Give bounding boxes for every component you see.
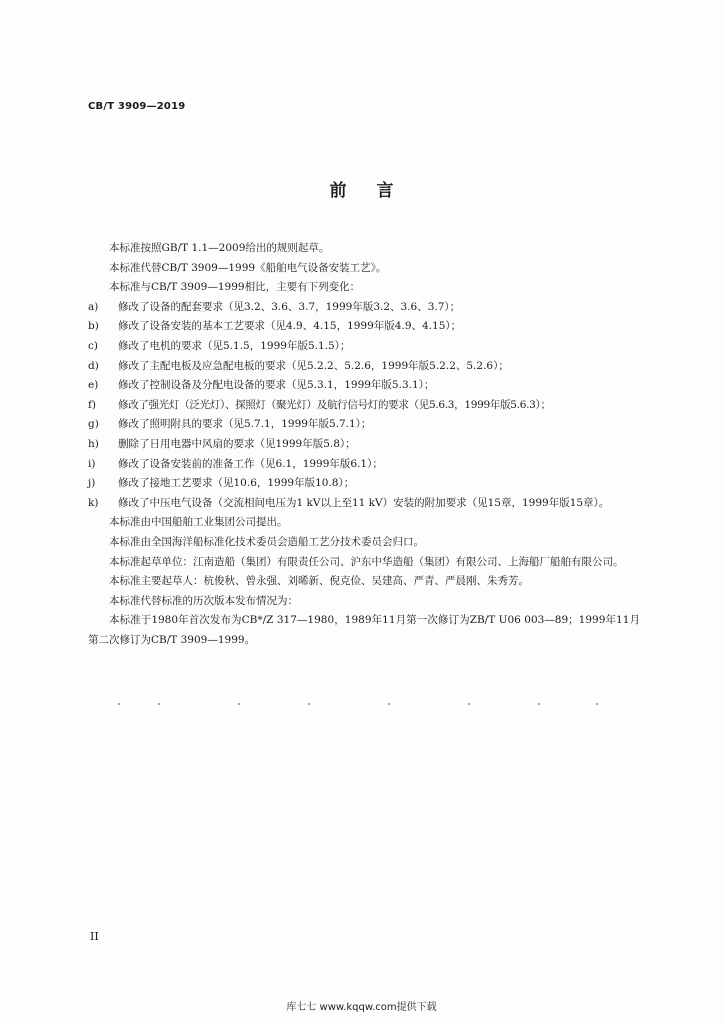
list-item-text: 修改了中压电气设备（交流相间电压为1 kV以上至11 kV）安装的附加要求（见15章，1999年版15章）。: [118, 496, 610, 509]
intro-paragraph: 本标准按照GB/T 1.1—2009给出的规则起草。: [109, 242, 330, 254]
list-item-text: 修改了接地工艺要求（见10.6，1999年版10.8）；: [118, 477, 355, 490]
scan-dot: [468, 703, 470, 705]
list-item-text: 修改了强光灯（泛光灯）、探照灯（聚光灯）及航行信号灯的要求（见5.6.3，1999年版5.6.3）；: [118, 398, 551, 411]
document-body: [88, 239, 640, 650]
scan-dot: [238, 703, 240, 705]
intro-paragraph: 本标准代替CB/T 3909—1999《船舶电气设备安装工艺》。: [109, 261, 387, 274]
list-item-label: c): [88, 339, 98, 352]
list-item: [88, 415, 640, 435]
closing-paragraph: 本标准于1980年首次发布为CB*/Z 317—1980，1989年11月第一次修订为ZB/T U06 003—89；1999年11月第二次修订为CB/T 3909—1999。: [88, 614, 640, 646]
list-item-text: 修改了设备的配套要求（见3.2、3.6、3.7，1999年版3.2、3.6、3.7）；: [118, 300, 461, 313]
closing-paragraph: 本标准由全国海洋船标准化技术委员会造船工艺分技术委员会归口。: [109, 535, 424, 548]
intro-paragraph: 本标准与CB/T 3909—1999相比，主要有下列变化：: [109, 281, 361, 294]
scan-dot: [118, 703, 120, 705]
standard-code: CB/T 3909—2019: [88, 101, 186, 112]
list-item-label: h): [88, 437, 99, 450]
list-item-label: d): [88, 359, 99, 372]
scan-artifact-dots: [118, 703, 598, 707]
list-item-label: i): [88, 457, 96, 470]
list-item: [88, 337, 640, 357]
list-item: [88, 474, 640, 494]
closing-paragraph: 本标准主要起草人：杭俊秋、曾永强、刘晞新、倪克俭、吴建高、严青、严晨刚、朱秀芳。: [109, 575, 529, 588]
closing-paragraph: 本标准由中国船舶工业集团公司提出。: [109, 516, 288, 529]
list-item-text: 修改了控制设备及分配电设备的要求（见5.3.1，1999年版5.3.1）；: [118, 379, 435, 392]
closing-paragraph: 本标准起草单位：江南造船（集团）有限责任公司、沪东中华造船（集团）有限公司、上海船厂船舶有限公司。: [109, 555, 624, 568]
list-item-label: f): [88, 398, 96, 411]
list-item-label: j): [88, 477, 96, 490]
list-item: [88, 455, 640, 475]
page-title: 前言: [329, 181, 424, 201]
page-number: II: [90, 930, 99, 943]
scan-dot: [158, 703, 160, 705]
scan-dot: [538, 703, 540, 705]
list-item: [88, 376, 640, 396]
list-item-label: a): [88, 300, 99, 313]
list-item-label: b): [88, 320, 99, 333]
closing-paragraph: 本标准代替标准的历次版本发布情况为：: [109, 594, 298, 607]
list-item: [88, 317, 640, 337]
list-item: [88, 396, 640, 416]
scan-dot: [596, 703, 598, 705]
scan-dot: [388, 703, 390, 705]
list-item-text: 修改了主配电板及应急配电板的要求（见5.2.2、5.2.6，1999年版5.2.2、5.2.6）；: [118, 359, 509, 372]
list-item-text: 修改了电机的要求（见5.1.5，1999年版5.1.5）；: [118, 339, 351, 352]
list-item-label: g): [88, 418, 99, 431]
scan-dot: [308, 703, 310, 705]
download-footer: 库七七 www.kqqw.com提供下载: [286, 1002, 437, 1013]
list-item-label: k): [88, 496, 99, 509]
list-item-text: 修改了设备安装的基本工艺要求（见4.9、4.15，1999年版4.9、4.15）；: [118, 320, 462, 333]
list-item-text: 修改了设备安装前的准备工作（见6.1，1999年版6.1）；: [118, 457, 383, 470]
list-item-text: 修改了照明附具的要求（见5.7.1，1999年版5.7.1）；: [118, 418, 372, 431]
list-item: [88, 494, 640, 514]
list-item: [88, 298, 640, 318]
list-item: [88, 435, 640, 455]
list-item-text: 删除了日用电器中风扇的要求（见1999年版5.8）；: [118, 437, 356, 450]
list-item-label: e): [88, 379, 99, 392]
list-item: [88, 357, 640, 377]
